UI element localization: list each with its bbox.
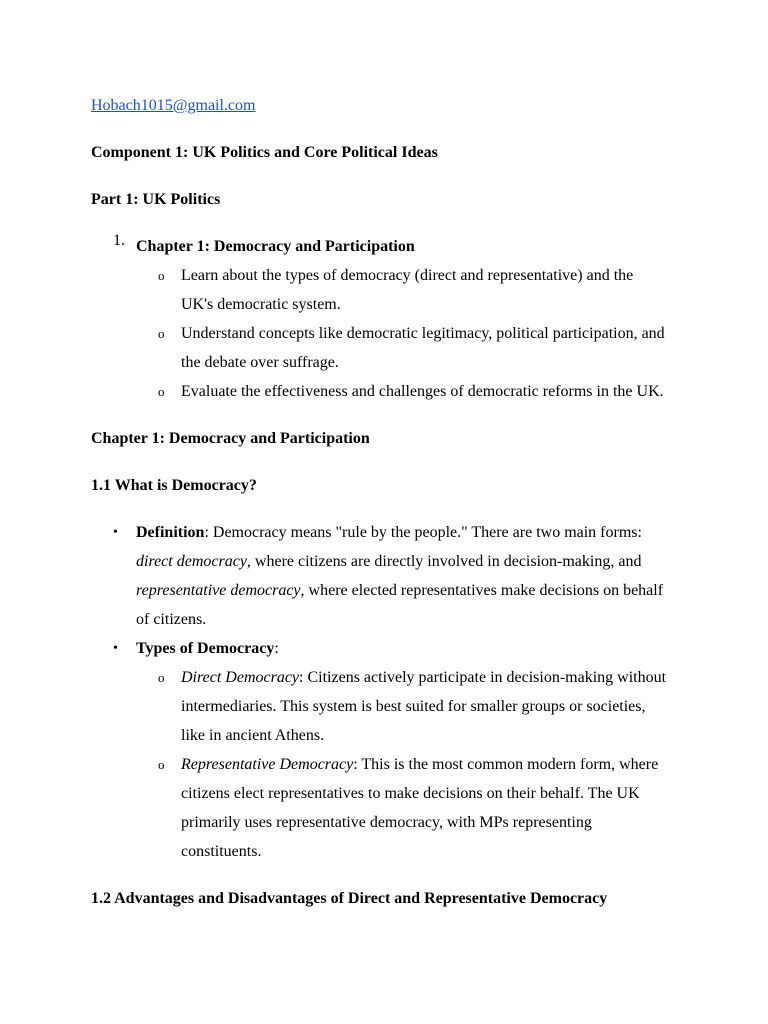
sub-item-text: like in ancient Athens. [181,727,325,744]
chapter-sub-list [91,261,691,406]
list-number: 1. [113,232,125,249]
types-sub-list [91,663,691,866]
sub-bullet-marker: o [158,268,165,283]
sub-item-text: citizens elect representatives to make decisions on their behalf. The UK [181,785,640,802]
part-heading: Part 1: UK Politics [91,191,221,208]
bullet-marker: • [113,525,118,540]
sub-item-text: the debate over suffrage. [181,354,339,371]
definition-text: : Democracy means "rule by the people." There are two main forms: [204,524,642,541]
component-heading: Component 1: UK Politics and Core Political Ideas [91,144,438,161]
definition-text: , where citizens are directly involved in decision-making, and [246,553,642,570]
definition-text: , where elected representatives make decisions on behalf [300,582,664,599]
numbered-list-item [91,232,691,261]
sub-item-text: constituents. [181,843,262,860]
sub-item-text: primarily uses representative democracy, with MPs representing [181,814,592,831]
sub-item-text: Learn about the types of democracy (direct and representative) and the [181,267,634,284]
list-item [158,319,691,377]
list-item: o Direct Democracy: Citizens actively participate in decision-making without intermediaries. This system is best suited for smaller groups or societies, like in ancient Athens. [181,663,691,750]
list-item [158,377,691,406]
email-link[interactable]: Hobach1015@gmail.com [91,97,256,114]
bullet-marker: • [113,641,118,656]
section-heading-1-1: 1.1 What is Democracy? [91,477,257,494]
sub-item-text: intermediaries. This system is best suited for smaller groups or societies, [181,698,646,715]
sub-item-text: Understand concepts like democratic legitimacy, political participation, and [181,325,665,342]
sub-item-text: UK's democratic system. [181,296,341,313]
sub-bullet-marker: o [158,670,165,685]
direct-democracy-term: direct democracy [136,553,247,570]
section-heading-1-2: 1.2 Advantages and Disadvantages of Direct and Representative Democracy [91,890,608,907]
definition-text: of citizens. [136,611,207,628]
direct-democracy-label: Direct Democracy [181,669,300,686]
representative-democracy-label: Representative Democracy [181,756,354,773]
types-bullet: • Types of Democracy: [91,634,691,663]
list-item: o Representative Democracy: This is the most common modern form, where citizens elect representatives to make decisions on their behalf. The UK primarily uses representative democracy, with MPs representing constituents. [181,750,691,866]
definition-bullet [91,518,691,634]
representative-democracy-term: representative democracy [136,582,301,599]
sub-item-text: Evaluate the effectiveness and challenges of democratic reforms in the UK. [181,383,664,400]
document-page [91,91,691,913]
list-item [158,261,691,319]
sub-bullet-marker: o [158,326,165,341]
sub-bullet-marker: o [158,757,165,772]
definition-label: Definition [136,524,205,541]
chapter-heading: Chapter 1: Democracy and Participation [91,430,370,447]
sub-bullet-marker: o [158,384,165,399]
email-line [91,91,691,120]
chapter-list-title: Chapter 1: Democracy and Participation [136,238,415,255]
types-label: Types of Democracy [136,640,275,657]
